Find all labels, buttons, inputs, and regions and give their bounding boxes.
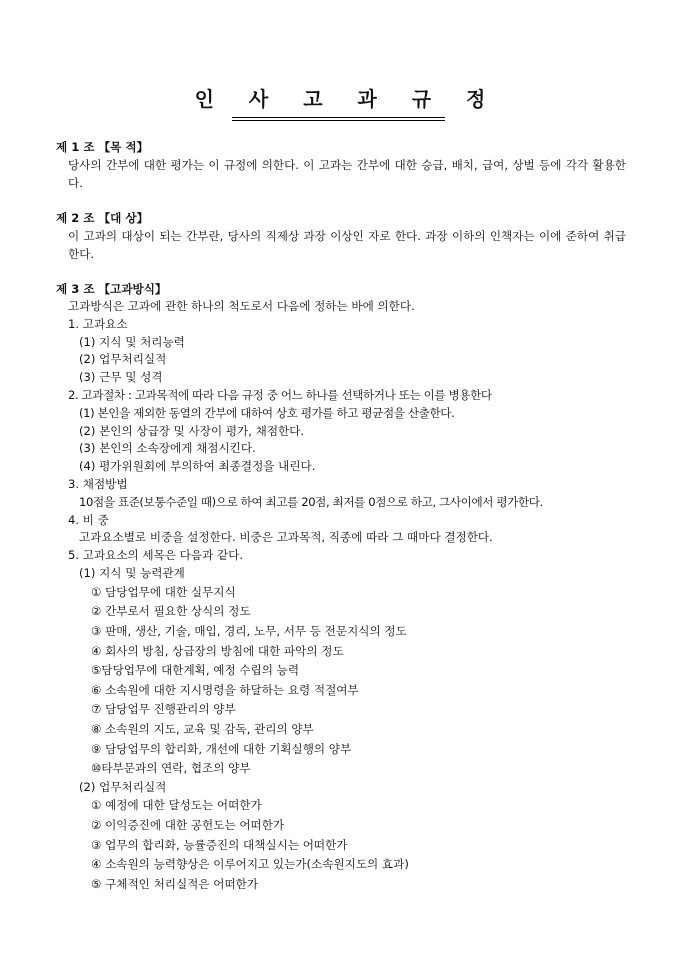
article-3-heading xyxy=(56,280,626,298)
article-2-body: 이 고과의 대상이 되는 간부란, 당사의 직제상 과장 이상인 자로 한다. 과장 이하의 인책자는 이에 준하여 취급한다. xyxy=(68,229,626,261)
page-title: 인 사 고 과 규 정 xyxy=(194,87,500,111)
section-4-label: 4. 비 중 xyxy=(68,512,109,527)
list-item: ② 이익증진에 대한 공헌도는 어떠한가 xyxy=(91,818,285,833)
article-title: 【대 상】 xyxy=(98,211,149,225)
document-body xyxy=(56,138,626,894)
section-1-label: 1. 고과요소 xyxy=(68,316,128,331)
list-item: (4) 평가위원회에 부의하여 최종결정을 내린다. xyxy=(79,459,316,474)
list-item: ③ 업무의 합리화, 능률증진의 대책실시는 어떠한가 xyxy=(91,837,348,852)
title-block xyxy=(0,86,680,112)
list-item: ③ 판매, 생산, 기술, 매입, 경리, 노무, 서무 등 전문지식의 정도 xyxy=(91,623,407,638)
article-number: 제 1 조 xyxy=(56,140,95,154)
list-item: ⑤ 구체적인 처리실적은 어떠한가 xyxy=(91,876,259,891)
list-item: (1) 지식 및 처리능력 xyxy=(79,334,185,349)
list-item: (3) 본인의 소속장에게 채점시킨다. xyxy=(79,441,256,456)
list-item: ⑩타부문과의 연락, 협조의 양부 xyxy=(91,761,251,776)
list-item: (1) 본인을 제외한 동열의 간부에 대하여 상호 평가를 하고 평균점을 산출한다. xyxy=(79,405,455,420)
title-underline-bottom xyxy=(232,120,445,121)
list-item: ⑦ 담당업무 진행관리의 양부 xyxy=(91,702,236,717)
list-item: ① 예정에 대한 달성도는 어떠한가 xyxy=(91,798,262,813)
list-item: ④ 소속원의 능력향상은 이루어지고 있는가(소속원지도의 효과) xyxy=(91,857,409,872)
list-item: ⑧ 소속원의 지도, 교육 및 감독, 관리의 양부 xyxy=(91,721,314,736)
list-item: (3) 근무 및 성격 xyxy=(79,370,163,385)
article-number: 제 3 조 xyxy=(56,282,95,296)
article-number: 제 2 조 xyxy=(56,211,95,225)
article-3-intro: 고과방식은 고과에 관한 하나의 척도로서 다음에 정하는 바에 의한다. xyxy=(68,299,415,313)
article-title: 【고과방식】 xyxy=(98,282,167,296)
section-4-text: 고과요소별로 비중을 설정한다. 비중은 고과목적, 직종에 따라 그 때마다 결정한다. xyxy=(79,530,493,545)
section-5-label: 5. 고과요소의 세목은 다음과 같다. xyxy=(68,548,244,563)
list-item: ② 간부로서 필요한 상식의 정도 xyxy=(91,604,251,619)
article-title: 【목 적】 xyxy=(98,140,149,154)
list-item: ⑤담당업무에 대한계획, 예정 수립의 능력 xyxy=(91,663,300,678)
article-1-heading xyxy=(56,138,626,156)
article-1-body: 당사의 간부에 대한 평가는 이 규정에 의한다. 이 고과는 간부에 대한 승급, 배치, 급여, 상벌 등에 각각 활용한다. xyxy=(68,158,626,190)
article-2-heading xyxy=(56,209,626,227)
subsection-1-label: (1) 지식 및 능력관계 xyxy=(79,565,185,580)
list-item: (2) 본인의 상급장 및 사장이 평가, 채점한다. xyxy=(79,423,305,438)
list-item: ⑥ 소속원에 대한 지시명령을 하달하는 요령 적절여부 xyxy=(91,682,359,697)
section-2-label: 2. 고과절차 : 고과목적에 따라 다음 규정 중 어느 하나를 선택하거나 또는 이를 병용한다 xyxy=(68,387,492,402)
section-3-text: 10점을 표준(보통수준일 때)으로 하여 최고를 20점, 최저를 0점으로 하고, 그사이에서 평가한다. xyxy=(79,494,543,509)
list-item: ⑨ 담당업무의 합리화, 개선에 대한 기획실행의 양부 xyxy=(91,741,352,756)
title-underline-top xyxy=(232,117,445,118)
list-item: ① 담당업무에 대한 실무지식 xyxy=(91,584,236,599)
list-item: (2) 업무처리실적 xyxy=(79,352,167,367)
subsection-2-label: (2) 업무처리실적 xyxy=(79,779,167,794)
list-item: ④ 회사의 방침, 상급장의 방침에 대한 파악의 정도 xyxy=(91,643,344,658)
section-3-label: 3. 채점방법 xyxy=(68,476,128,491)
